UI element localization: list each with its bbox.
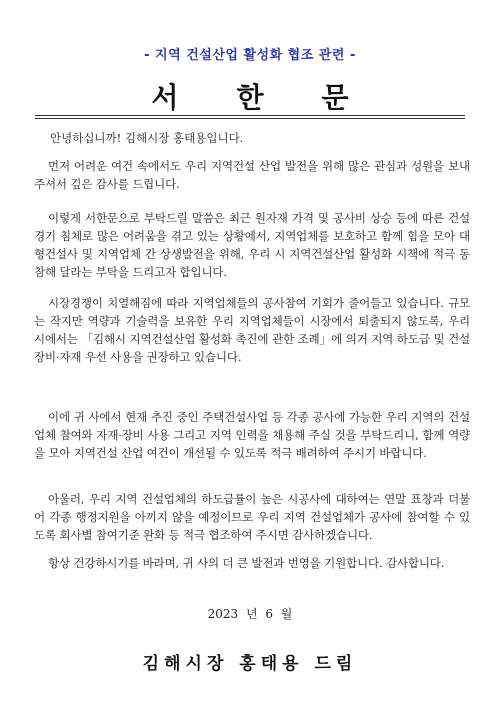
paragraph-4: 이에 귀 사에서 현재 추진 중인 주택건설사업 등 각종 공사에 가능한 우리 지역의 건설업체 참여와 자재·장비 사용 그리고 지역 인력을 채용해 주실 것을 부탁드리니, 함께 역량을 모아 지역건설 산업 여건이 개선될 수 있도록 적극 배려하여 주시기 바랍니다. [34, 410, 470, 460]
title-underline [35, 115, 465, 119]
paragraph-2: 이렇게 서한문으로 부탁드릴 말씀은 최근 원자재 가격 및 공사비 상승 등에 따른 건설경기 침체로 많은 어려움을 겪고 있는 상황에서, 지역업체를 보호하고 함께 힘을 모아 대형건설사 및 지역업체 간 상생발전을 위해, 우리 시 지역건설산업 활성화 시책에 적극 동참해 달라는 부탁을 드리고자 합입니다. [34, 211, 470, 279]
paragraph-6: 항상 건강하시기를 바라며, 귀 사의 더 큰 발전과 번영을 기원합니다. 감사합니다. [48, 556, 445, 570]
paragraph-3: 시장경쟁이 치열해짐에 따라 지역업체들의 공사참여 기회가 줄어들고 있습니다. 규모는 작지만 역량과 기술력을 보유한 우리 지역업체들이 시장에서 퇴출되지 않도록, 우리 시에서는 「김해시 지역건설산업 활성화 촉진에 관한 조례」에 의거 지역 하도급 및 건설 장비·자재 우선 사용을 권장하고 있습니다. [34, 296, 470, 364]
greeting: 안녕하십니까! 김해시장 홍태용입니다. [50, 131, 244, 145]
signature: 김해시장 홍태용 드림 [142, 654, 358, 674]
letter-subtitle: - 지역 건설산업 활성화 협조 관련 - [144, 48, 356, 63]
letter-title: 서한문 [151, 81, 407, 114]
letter-date: 2023 년 6 월 [207, 607, 293, 621]
paragraph-1: 먼저 어려운 여건 속에서도 우리 지역건설 산업 발전을 위해 많은 관심과 성원을 보내주셔서 깊은 감사를 드립니다. [34, 159, 470, 191]
paragraph-5: 아울러, 우리 지역 건설업체의 하도급률이 높은 시공사에 대하여는 연말 표창과 더불어 각종 행정지원을 아끼지 않을 예정이므로 우리 지역 건설업체가 공사에 참여할 수 있도록 회사별 참여기준 완화 등 적극 협조하여 주시면 감사하겠습니다. [34, 492, 470, 542]
